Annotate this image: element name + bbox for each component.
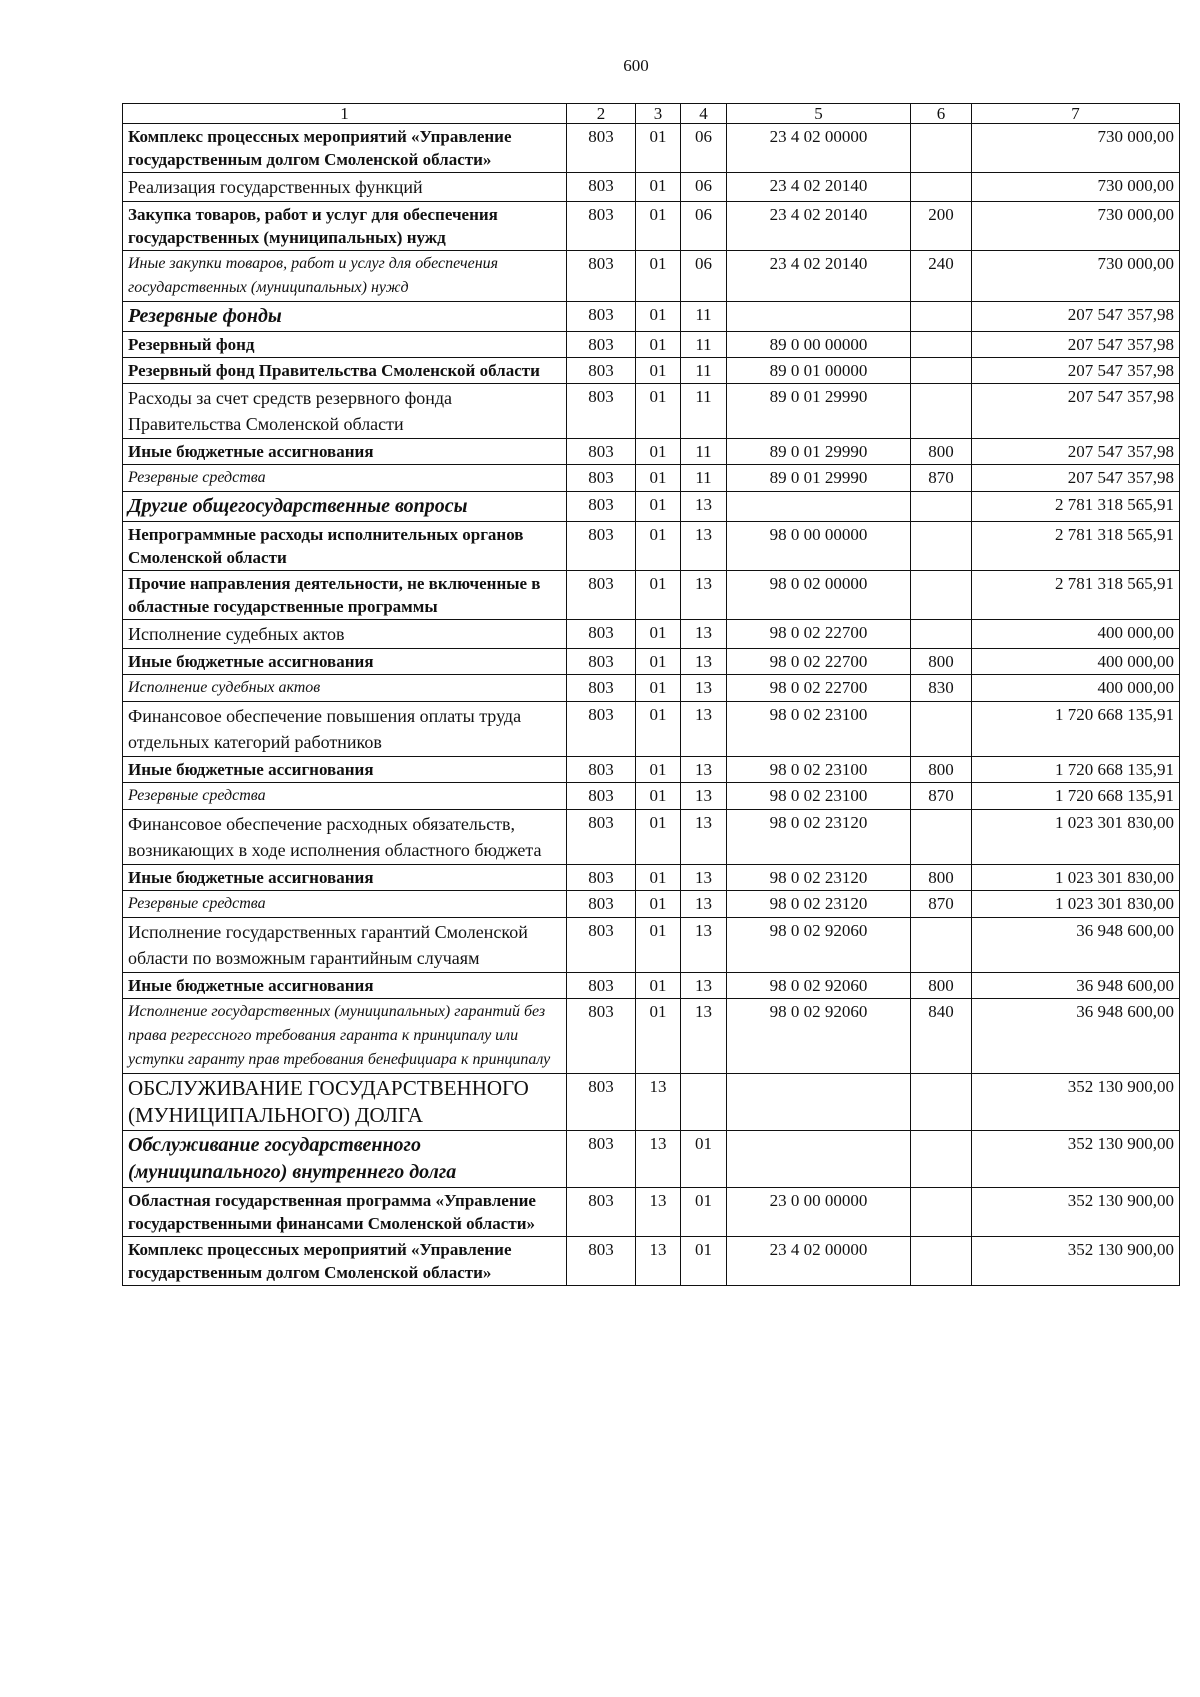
col-6-value — [911, 918, 972, 973]
col-5-value: 23 4 02 00000 — [727, 1237, 911, 1286]
col-4-value: 11 — [681, 384, 727, 439]
table-row — [123, 1074, 1180, 1131]
row-name: Финансовое обеспечение расходных обязательств, возникающих в ходе исполнения областного бюджета — [123, 810, 567, 865]
col-4-value: 06 — [681, 202, 727, 251]
col-2-value: 803 — [567, 251, 636, 302]
table-row — [123, 783, 1180, 810]
col-7-amount: 36 948 600,00 — [972, 973, 1180, 999]
page-number: 600 — [623, 56, 649, 75]
col-6-value: 240 — [911, 251, 972, 302]
col-2-value: 803 — [567, 865, 636, 891]
row-name: Областная государственная программа «Управление государственными финансами Смоленской области» — [123, 1188, 567, 1237]
col-4-value: 13 — [681, 918, 727, 973]
col-6-value — [911, 492, 972, 522]
col-2-value: 803 — [567, 973, 636, 999]
row-name: Реализация государственных функций — [123, 173, 567, 202]
col-6-value: 800 — [911, 973, 972, 999]
table-row — [123, 1131, 1180, 1188]
col-5-value: 89 0 00 00000 — [727, 332, 911, 358]
col-6-value — [911, 522, 972, 571]
col-4-value: 13 — [681, 973, 727, 999]
col-6-value: 800 — [911, 757, 972, 783]
col-2-value: 803 — [567, 649, 636, 675]
col-5-value: 89 0 01 29990 — [727, 439, 911, 465]
table-row — [123, 332, 1180, 358]
col-3-value: 01 — [636, 173, 681, 202]
row-name: Расходы за счет средств резервного фонда Правительства Смоленской области — [123, 384, 567, 439]
col-5-value: 98 0 02 22700 — [727, 620, 911, 649]
col-5-value: 23 4 02 20140 — [727, 173, 911, 202]
col-6-value — [911, 124, 972, 173]
col-6-value — [911, 620, 972, 649]
col-5-value: 23 4 02 20140 — [727, 202, 911, 251]
col-3-value: 13 — [636, 1237, 681, 1286]
col-5-value: 98 0 02 23120 — [727, 891, 911, 918]
col-7-amount: 400 000,00 — [972, 649, 1180, 675]
row-name: Финансовое обеспечение повышения оплаты труда отдельных категорий работников — [123, 702, 567, 757]
column-header: 2 — [567, 104, 636, 124]
col-5-value: 89 0 01 00000 — [727, 358, 911, 384]
budget-table — [122, 103, 1180, 1286]
col-7-amount: 36 948 600,00 — [972, 918, 1180, 973]
col-5-value — [727, 1074, 911, 1131]
col-3-value: 01 — [636, 810, 681, 865]
col-3-value: 01 — [636, 251, 681, 302]
column-header: 3 — [636, 104, 681, 124]
col-2-value: 803 — [567, 1074, 636, 1131]
col-7-amount: 207 547 357,98 — [972, 358, 1180, 384]
table-row — [123, 865, 1180, 891]
col-6-value — [911, 1237, 972, 1286]
col-4-value — [681, 1074, 727, 1131]
col-7-amount: 352 130 900,00 — [972, 1237, 1180, 1286]
col-6-value — [911, 384, 972, 439]
table-row — [123, 173, 1180, 202]
table-row — [123, 439, 1180, 465]
col-4-value: 01 — [681, 1237, 727, 1286]
row-name: Резервный фонд Правительства Смоленской области — [123, 358, 567, 384]
table-row — [123, 620, 1180, 649]
col-4-value: 13 — [681, 891, 727, 918]
col-7-amount: 730 000,00 — [972, 202, 1180, 251]
column-header: 5 — [727, 104, 911, 124]
col-4-value: 11 — [681, 358, 727, 384]
col-2-value: 803 — [567, 810, 636, 865]
col-5-value: 98 0 02 23100 — [727, 757, 911, 783]
table-row — [123, 492, 1180, 522]
col-3-value: 01 — [636, 702, 681, 757]
col-2-value: 803 — [567, 891, 636, 918]
col-4-value: 13 — [681, 571, 727, 620]
table-row — [123, 973, 1180, 999]
row-name: Иные бюджетные ассигнования — [123, 865, 567, 891]
col-2-value: 803 — [567, 173, 636, 202]
table-row — [123, 810, 1180, 865]
row-name: Непрограммные расходы исполнительных органов Смоленской области — [123, 522, 567, 571]
table-row — [123, 251, 1180, 302]
col-3-value: 01 — [636, 571, 681, 620]
col-6-value: 840 — [911, 999, 972, 1074]
col-5-value — [727, 302, 911, 332]
col-3-value: 01 — [636, 492, 681, 522]
col-4-value: 06 — [681, 124, 727, 173]
col-6-value — [911, 302, 972, 332]
col-7-amount: 730 000,00 — [972, 251, 1180, 302]
col-7-amount: 36 948 600,00 — [972, 999, 1180, 1074]
col-3-value: 01 — [636, 649, 681, 675]
col-2-value: 803 — [567, 202, 636, 251]
col-6-value — [911, 332, 972, 358]
col-2-value: 803 — [567, 1131, 636, 1188]
col-6-value — [911, 1131, 972, 1188]
col-2-value: 803 — [567, 1237, 636, 1286]
col-3-value: 01 — [636, 918, 681, 973]
col-2-value: 803 — [567, 302, 636, 332]
col-3-value: 01 — [636, 757, 681, 783]
col-2-value: 803 — [567, 465, 636, 492]
row-name: Иные бюджетные ассигнования — [123, 973, 567, 999]
col-3-value: 01 — [636, 973, 681, 999]
col-5-value: 89 0 01 29990 — [727, 384, 911, 439]
col-7-amount: 2 781 318 565,91 — [972, 522, 1180, 571]
row-name: ОБСЛУЖИВАНИЕ ГОСУДАРСТВЕННОГО (МУНИЦИПАЛЬНОГО) ДОЛГА — [123, 1074, 567, 1131]
row-name: Резервные средства — [123, 891, 567, 918]
col-4-value: 13 — [681, 865, 727, 891]
col-7-amount: 730 000,00 — [972, 124, 1180, 173]
col-6-value: 870 — [911, 783, 972, 810]
table-row — [123, 465, 1180, 492]
row-name: Комплекс процессных мероприятий «Управление государственным долгом Смоленской области» — [123, 124, 567, 173]
col-7-amount: 207 547 357,98 — [972, 384, 1180, 439]
col-5-value: 98 0 00 00000 — [727, 522, 911, 571]
col-6-value: 870 — [911, 891, 972, 918]
col-2-value: 803 — [567, 492, 636, 522]
col-3-value: 13 — [636, 1074, 681, 1131]
col-4-value: 13 — [681, 522, 727, 571]
col-7-amount: 400 000,00 — [972, 620, 1180, 649]
col-4-value: 11 — [681, 465, 727, 492]
col-5-value: 98 0 02 22700 — [727, 649, 911, 675]
col-7-amount: 207 547 357,98 — [972, 302, 1180, 332]
col-3-value: 01 — [636, 999, 681, 1074]
col-4-value: 13 — [681, 702, 727, 757]
col-7-amount: 2 781 318 565,91 — [972, 571, 1180, 620]
col-4-value: 13 — [681, 492, 727, 522]
col-3-value: 01 — [636, 620, 681, 649]
col-5-value: 98 0 02 23100 — [727, 783, 911, 810]
col-7-amount: 1 023 301 830,00 — [972, 865, 1180, 891]
col-5-value: 98 0 02 23120 — [727, 865, 911, 891]
col-3-value: 01 — [636, 202, 681, 251]
table-row — [123, 675, 1180, 702]
col-7-amount: 207 547 357,98 — [972, 332, 1180, 358]
col-2-value: 803 — [567, 783, 636, 810]
col-4-value: 13 — [681, 999, 727, 1074]
col-5-value: 98 0 02 92060 — [727, 973, 911, 999]
table-row — [123, 384, 1180, 439]
row-name: Прочие направления деятельности, не включенные в областные государственные программы — [123, 571, 567, 620]
row-name: Резервные фонды — [123, 302, 567, 332]
column-header: 4 — [681, 104, 727, 124]
col-7-amount: 730 000,00 — [972, 173, 1180, 202]
col-5-value: 98 0 02 92060 — [727, 999, 911, 1074]
table-row — [123, 891, 1180, 918]
col-7-amount: 352 130 900,00 — [972, 1131, 1180, 1188]
col-3-value: 01 — [636, 358, 681, 384]
col-2-value: 803 — [567, 675, 636, 702]
table-row — [123, 999, 1180, 1074]
row-name: Исполнение государственных гарантий Смоленской области по возможным гарантийным случаям — [123, 918, 567, 973]
col-4-value: 13 — [681, 620, 727, 649]
col-3-value: 01 — [636, 302, 681, 332]
col-4-value: 01 — [681, 1131, 727, 1188]
row-name: Другие общегосударственные вопросы — [123, 492, 567, 522]
header-row — [123, 104, 1180, 124]
row-name: Резервные средства — [123, 465, 567, 492]
col-2-value: 803 — [567, 522, 636, 571]
col-7-amount: 2 781 318 565,91 — [972, 492, 1180, 522]
col-4-value: 13 — [681, 783, 727, 810]
col-3-value: 01 — [636, 783, 681, 810]
col-6-value — [911, 810, 972, 865]
col-2-value: 803 — [567, 358, 636, 384]
col-4-value: 11 — [681, 332, 727, 358]
col-4-value: 13 — [681, 810, 727, 865]
col-2-value: 803 — [567, 999, 636, 1074]
col-4-value: 13 — [681, 649, 727, 675]
row-name: Резервные средства — [123, 783, 567, 810]
col-3-value: 13 — [636, 1188, 681, 1237]
col-3-value: 01 — [636, 439, 681, 465]
col-2-value: 803 — [567, 124, 636, 173]
col-4-value: 11 — [681, 302, 727, 332]
col-2-value: 803 — [567, 620, 636, 649]
table-row — [123, 757, 1180, 783]
row-name: Комплекс процессных мероприятий «Управление государственным долгом Смоленской области» — [123, 1237, 567, 1286]
col-6-value — [911, 1074, 972, 1131]
col-2-value: 803 — [567, 1188, 636, 1237]
col-3-value: 01 — [636, 865, 681, 891]
col-7-amount: 352 130 900,00 — [972, 1074, 1180, 1131]
col-4-value: 13 — [681, 675, 727, 702]
col-4-value: 11 — [681, 439, 727, 465]
table-row — [123, 649, 1180, 675]
col-3-value: 13 — [636, 1131, 681, 1188]
col-6-value: 200 — [911, 202, 972, 251]
col-7-amount: 207 547 357,98 — [972, 439, 1180, 465]
row-name: Иные закупки товаров, работ и услуг для обеспечения государственных (муниципальных) нужд — [123, 251, 567, 302]
col-5-value — [727, 492, 911, 522]
col-5-value: 23 0 00 00000 — [727, 1188, 911, 1237]
table-row — [123, 702, 1180, 757]
col-6-value — [911, 1188, 972, 1237]
col-4-value: 06 — [681, 251, 727, 302]
col-7-amount: 400 000,00 — [972, 675, 1180, 702]
col-3-value: 01 — [636, 384, 681, 439]
col-6-value — [911, 173, 972, 202]
table-row — [123, 1237, 1180, 1286]
col-2-value: 803 — [567, 702, 636, 757]
col-6-value: 870 — [911, 465, 972, 492]
col-3-value: 01 — [636, 332, 681, 358]
row-name: Иные бюджетные ассигнования — [123, 649, 567, 675]
col-2-value: 803 — [567, 918, 636, 973]
table-row — [123, 358, 1180, 384]
col-5-value: 23 4 02 20140 — [727, 251, 911, 302]
row-name: Закупка товаров, работ и услуг для обеспечения государственных (муниципальных) нужд — [123, 202, 567, 251]
column-header: 1 — [123, 104, 567, 124]
col-2-value: 803 — [567, 571, 636, 620]
col-5-value: 98 0 02 23100 — [727, 702, 911, 757]
col-3-value: 01 — [636, 522, 681, 571]
col-7-amount: 1 720 668 135,91 — [972, 757, 1180, 783]
table-row — [123, 202, 1180, 251]
col-2-value: 803 — [567, 439, 636, 465]
col-4-value: 13 — [681, 757, 727, 783]
table-row — [123, 918, 1180, 973]
col-5-value: 89 0 01 29990 — [727, 465, 911, 492]
col-4-value: 01 — [681, 1188, 727, 1237]
col-6-value — [911, 571, 972, 620]
column-header: 6 — [911, 104, 972, 124]
col-5-value: 98 0 02 23120 — [727, 810, 911, 865]
table-row — [123, 302, 1180, 332]
col-6-value: 800 — [911, 649, 972, 675]
col-3-value: 01 — [636, 891, 681, 918]
table-row — [123, 1188, 1180, 1237]
row-name: Резервный фонд — [123, 332, 567, 358]
col-7-amount: 1 023 301 830,00 — [972, 891, 1180, 918]
col-6-value: 800 — [911, 439, 972, 465]
col-4-value: 06 — [681, 173, 727, 202]
col-7-amount: 1 720 668 135,91 — [972, 783, 1180, 810]
table-row — [123, 571, 1180, 620]
col-3-value: 01 — [636, 675, 681, 702]
col-7-amount: 1 023 301 830,00 — [972, 810, 1180, 865]
col-2-value: 803 — [567, 384, 636, 439]
col-2-value: 803 — [567, 757, 636, 783]
table-row — [123, 522, 1180, 571]
row-name: Иные бюджетные ассигнования — [123, 757, 567, 783]
col-6-value: 800 — [911, 865, 972, 891]
col-5-value: 23 4 02 00000 — [727, 124, 911, 173]
row-name: Иные бюджетные ассигнования — [123, 439, 567, 465]
col-6-value — [911, 358, 972, 384]
col-3-value: 01 — [636, 465, 681, 492]
row-name: Исполнение государственных (муниципальных) гарантий без права регрессного требования гаранта к принципалу или уступки гаранту прав требования бенефициара к принципалу — [123, 999, 567, 1074]
col-7-amount: 352 130 900,00 — [972, 1188, 1180, 1237]
row-name: Исполнение судебных актов — [123, 675, 567, 702]
col-7-amount: 1 720 668 135,91 — [972, 702, 1180, 757]
column-header: 7 — [972, 104, 1180, 124]
col-5-value: 98 0 02 22700 — [727, 675, 911, 702]
col-6-value: 830 — [911, 675, 972, 702]
table-row — [123, 124, 1180, 173]
row-name: Обслуживание государственного (муниципального) внутреннего долга — [123, 1131, 567, 1188]
col-5-value — [727, 1131, 911, 1188]
col-6-value — [911, 702, 972, 757]
col-2-value: 803 — [567, 332, 636, 358]
col-3-value: 01 — [636, 124, 681, 173]
col-7-amount: 207 547 357,98 — [972, 465, 1180, 492]
col-5-value: 98 0 02 92060 — [727, 918, 911, 973]
row-name: Исполнение судебных актов — [123, 620, 567, 649]
col-5-value: 98 0 02 00000 — [727, 571, 911, 620]
